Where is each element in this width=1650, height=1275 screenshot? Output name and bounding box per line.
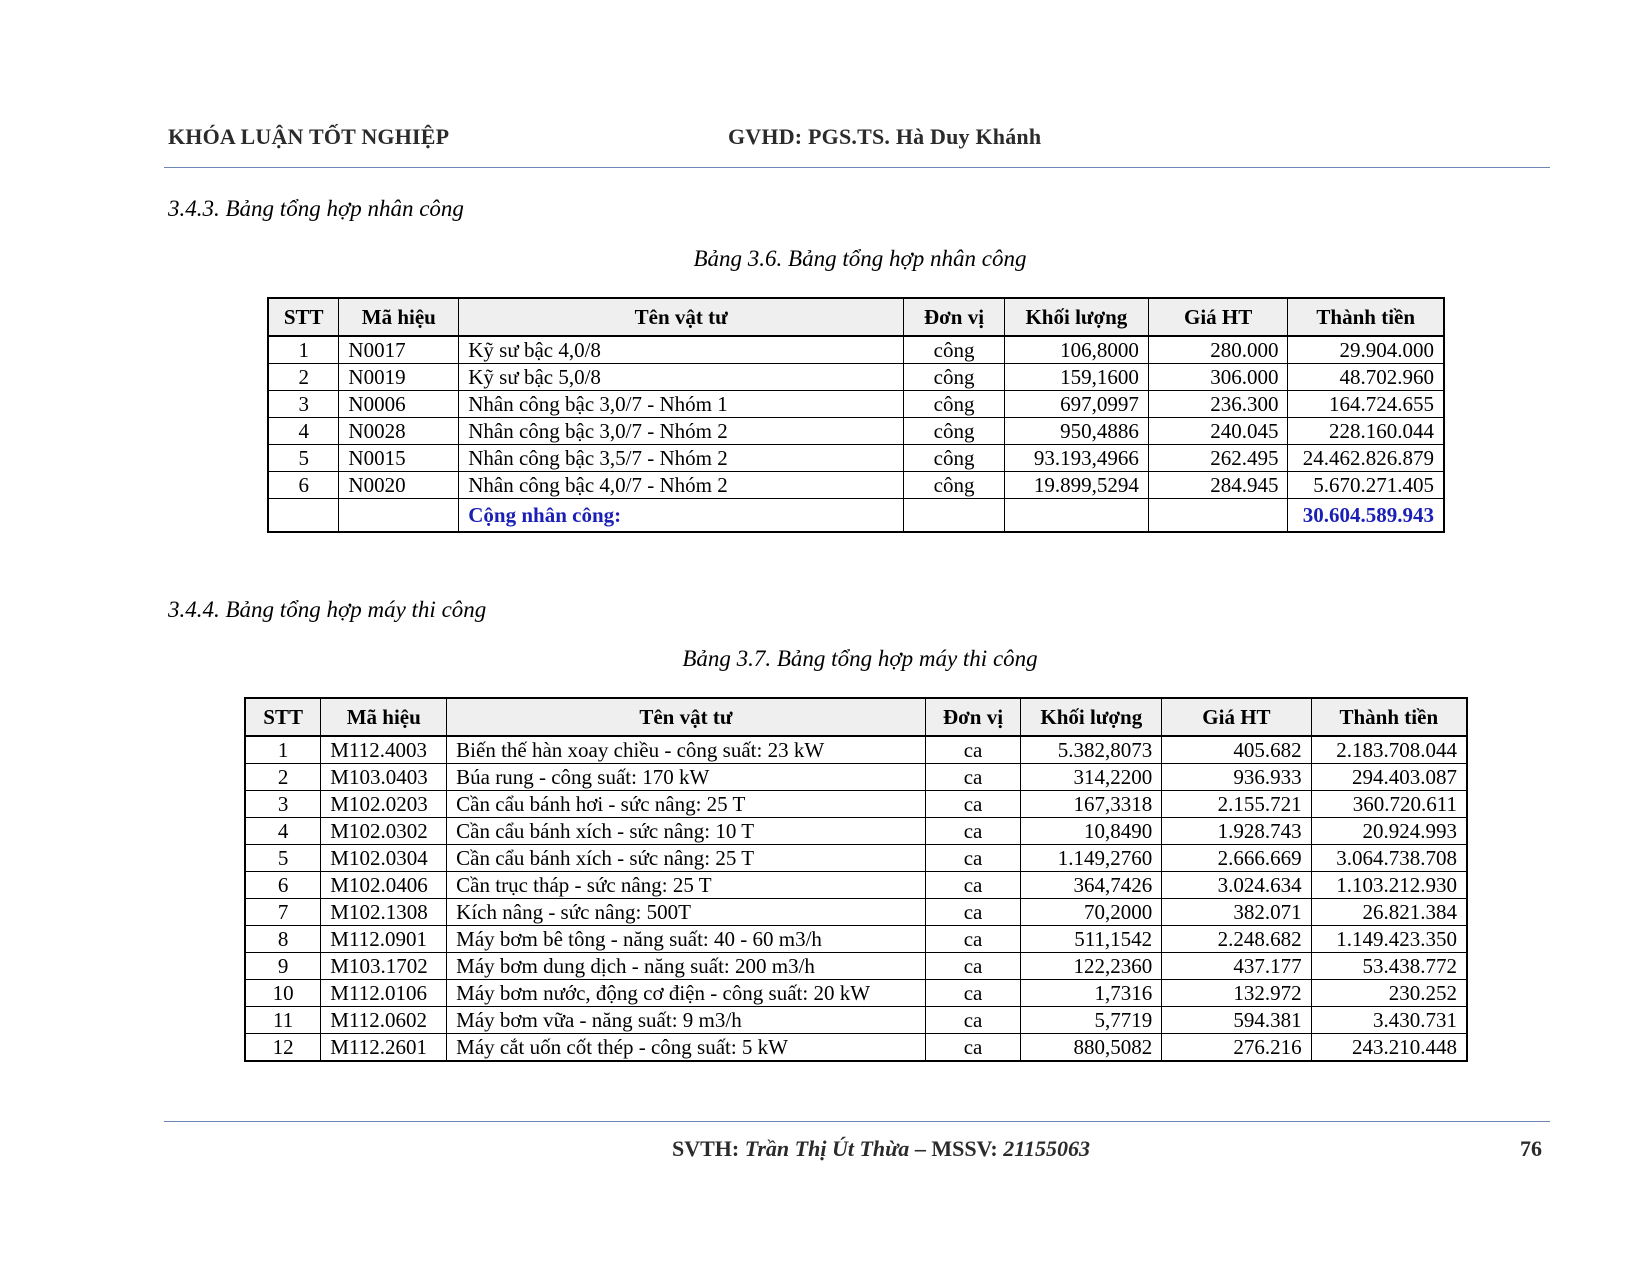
cell-stt: 2	[245, 764, 321, 791]
section-heading-labor: 3.4.3. Bảng tổng hợp nhân công	[168, 196, 464, 221]
cell-unit: công	[904, 364, 1005, 391]
table-row	[268, 336, 1444, 364]
cell-amount: 26.821.384	[1311, 899, 1467, 926]
cell-quantity: 93.193,4966	[1004, 445, 1148, 472]
table-row	[268, 445, 1444, 472]
cell-unit: công	[904, 418, 1005, 445]
cell-stt: 9	[245, 953, 321, 980]
cell-quantity: 5.382,8073	[1021, 736, 1162, 764]
cell-unit: công	[904, 472, 1005, 499]
cell-unit-price: 2.248.682	[1162, 926, 1311, 953]
table-row	[245, 899, 1467, 926]
cell-amount: 53.438.772	[1311, 953, 1467, 980]
cell-stt: 6	[245, 872, 321, 899]
machine-summary-table	[244, 697, 1468, 1062]
empty-cell	[1148, 499, 1288, 532]
student-id: 21155063	[1003, 1136, 1091, 1161]
cell-unit-price: 3.024.634	[1162, 872, 1311, 899]
header-advisor: GVHD: PGS.TS. Hà Duy Khánh	[728, 124, 1042, 149]
cell-name: Nhân công bậc 3,0/7 - Nhóm 1	[459, 391, 904, 418]
column-header-quantity: Khối lượng	[1004, 298, 1148, 336]
cell-name: Máy bơm dung dịch - năng suất: 200 m3/h	[447, 953, 925, 980]
cell-unit: ca	[925, 953, 1021, 980]
cell-quantity: 70,2000	[1021, 899, 1162, 926]
cell-unit: ca	[925, 899, 1021, 926]
cell-unit-price: 284.945	[1148, 472, 1288, 499]
cell-stt: 11	[245, 1007, 321, 1034]
cell-name: Cần trục tháp - sức nâng: 25 T	[447, 872, 925, 899]
table-row	[245, 818, 1467, 845]
cell-code: M102.1308	[321, 899, 447, 926]
footer-separator: –	[914, 1136, 926, 1161]
cell-unit-price: 936.933	[1162, 764, 1311, 791]
page-number: 76	[1520, 1136, 1542, 1161]
column-header-unit: Đơn vị	[904, 298, 1005, 336]
table-row	[245, 1034, 1467, 1062]
column-header-unit-price: Giá HT	[1148, 298, 1288, 336]
column-header-code: Mã hiệu	[339, 298, 459, 336]
column-header-unit: Đơn vị	[925, 698, 1021, 736]
cell-unit: công	[904, 445, 1005, 472]
cell-name: Nhân công bậc 3,5/7 - Nhóm 2	[459, 445, 904, 472]
cell-code: M102.0302	[321, 818, 447, 845]
cell-quantity: 19.899,5294	[1004, 472, 1148, 499]
empty-cell	[268, 499, 339, 532]
table-row	[245, 926, 1467, 953]
cell-name: Cần cẩu bánh xích - sức nâng: 25 T	[447, 845, 925, 872]
column-header-quantity: Khối lượng	[1021, 698, 1162, 736]
cell-quantity: 950,4886	[1004, 418, 1148, 445]
cell-stt: 4	[245, 818, 321, 845]
cell-amount: 2.183.708.044	[1311, 736, 1467, 764]
cell-unit: ca	[925, 764, 1021, 791]
cell-amount: 20.924.993	[1311, 818, 1467, 845]
cell-name: Máy bơm bê tông - năng suất: 40 - 60 m3/h	[447, 926, 925, 953]
cell-code: N0006	[339, 391, 459, 418]
cell-quantity: 1,7316	[1021, 980, 1162, 1007]
cell-code: M112.0602	[321, 1007, 447, 1034]
cell-name: Nhân công bậc 4,0/7 - Nhóm 2	[459, 472, 904, 499]
cell-unit-price: 262.495	[1148, 445, 1288, 472]
cell-name: Kích nâng - sức nâng: 500T	[447, 899, 925, 926]
cell-quantity: 511,1542	[1021, 926, 1162, 953]
footer-divider	[164, 1121, 1550, 1122]
table-row	[245, 764, 1467, 791]
column-header-amount: Thành tiền	[1288, 298, 1444, 336]
cell-quantity: 5,7719	[1021, 1007, 1162, 1034]
cell-amount: 3.430.731	[1311, 1007, 1467, 1034]
cell-name: Cần cẩu bánh xích - sức nâng: 10 T	[447, 818, 925, 845]
cell-unit: ca	[925, 818, 1021, 845]
cell-quantity: 1.149,2760	[1021, 845, 1162, 872]
column-header-stt: STT	[245, 698, 321, 736]
cell-quantity: 697,0997	[1004, 391, 1148, 418]
cell-stt: 5	[268, 445, 339, 472]
cell-name: Kỹ sư bậc 4,0/8	[459, 336, 904, 364]
table-row	[245, 953, 1467, 980]
cell-code: M102.0304	[321, 845, 447, 872]
cell-code: M103.0403	[321, 764, 447, 791]
cell-code: N0028	[339, 418, 459, 445]
cell-unit-price: 382.071	[1162, 899, 1311, 926]
cell-stt: 3	[268, 391, 339, 418]
table-row	[245, 791, 1467, 818]
section-heading-machines: 3.4.4. Bảng tổng hợp máy thi công	[168, 597, 487, 622]
cell-quantity: 314,2200	[1021, 764, 1162, 791]
table-row	[245, 872, 1467, 899]
cell-name: Máy cắt uốn cốt thép - công suất: 5 kW	[447, 1034, 925, 1062]
total-row	[268, 499, 1444, 532]
cell-stt: 1	[268, 336, 339, 364]
cell-unit-price: 1.928.743	[1162, 818, 1311, 845]
cell-quantity: 364,7426	[1021, 872, 1162, 899]
header-thesis-title: KHÓA LUẬN TỐT NGHIỆP	[168, 124, 450, 149]
table-row	[245, 1007, 1467, 1034]
mssv-label: MSSV:	[931, 1136, 998, 1161]
cell-unit: ca	[925, 980, 1021, 1007]
cell-name: Búa rung - công suất: 170 kW	[447, 764, 925, 791]
table-row	[268, 364, 1444, 391]
cell-code: N0020	[339, 472, 459, 499]
column-header-code: Mã hiệu	[321, 698, 447, 736]
cell-stt: 5	[245, 845, 321, 872]
column-header-amount: Thành tiền	[1311, 698, 1467, 736]
cell-unit: ca	[925, 736, 1021, 764]
cell-unit: ca	[925, 1007, 1021, 1034]
cell-amount: 5.670.271.405	[1288, 472, 1444, 499]
svth-label: SVTH:	[672, 1136, 740, 1161]
cell-unit-price: 240.045	[1148, 418, 1288, 445]
table-row	[245, 736, 1467, 764]
column-header-stt: STT	[268, 298, 339, 336]
cell-name: Cần cẩu bánh hơi - sức nâng: 25 T	[447, 791, 925, 818]
cell-unit-price: 280.000	[1148, 336, 1288, 364]
cell-amount: 164.724.655	[1288, 391, 1444, 418]
cell-quantity: 159,1600	[1004, 364, 1148, 391]
cell-quantity: 106,8000	[1004, 336, 1148, 364]
cell-unit: ca	[925, 791, 1021, 818]
cell-unit-price: 236.300	[1148, 391, 1288, 418]
cell-code: N0019	[339, 364, 459, 391]
cell-name: Máy bơm nước, động cơ điện - công suất: 20 kW	[447, 980, 925, 1007]
cell-stt: 12	[245, 1034, 321, 1062]
table-row	[245, 845, 1467, 872]
column-header-unit-price: Giá HT	[1162, 698, 1311, 736]
cell-amount: 230.252	[1311, 980, 1467, 1007]
table-header-row	[245, 698, 1467, 736]
cell-code: N0017	[339, 336, 459, 364]
column-header-name: Tên vật tư	[447, 698, 925, 736]
cell-amount: 294.403.087	[1311, 764, 1467, 791]
total-amount: 30.604.589.943	[1288, 499, 1444, 532]
table-caption-machines: Bảng 3.7. Bảng tổng hợp máy thi công	[682, 646, 1038, 671]
cell-code: M112.0901	[321, 926, 447, 953]
empty-cell	[339, 499, 459, 532]
cell-code: M112.0106	[321, 980, 447, 1007]
cell-stt: 1	[245, 736, 321, 764]
table-row	[268, 472, 1444, 499]
cell-quantity: 167,3318	[1021, 791, 1162, 818]
table-row	[268, 391, 1444, 418]
table-caption-labor: Bảng 3.6. Bảng tổng hợp nhân công	[693, 246, 1027, 271]
cell-code: N0015	[339, 445, 459, 472]
cell-name: Kỹ sư bậc 5,0/8	[459, 364, 904, 391]
cell-stt: 7	[245, 899, 321, 926]
empty-cell	[1004, 499, 1148, 532]
cell-unit-price: 306.000	[1148, 364, 1288, 391]
cell-unit: công	[904, 391, 1005, 418]
cell-quantity: 122,2360	[1021, 953, 1162, 980]
cell-code: M102.0406	[321, 872, 447, 899]
cell-amount: 29.904.000	[1288, 336, 1444, 364]
column-header-name: Tên vật tư	[459, 298, 904, 336]
cell-stt: 4	[268, 418, 339, 445]
cell-name: Máy bơm vữa - năng suất: 9 m3/h	[447, 1007, 925, 1034]
header-divider	[164, 167, 1550, 168]
cell-stt: 6	[268, 472, 339, 499]
cell-code: M112.2601	[321, 1034, 447, 1062]
cell-unit: ca	[925, 926, 1021, 953]
total-label: Cộng nhân công:	[459, 499, 904, 532]
student-name: Trần Thị Út Thừa	[744, 1136, 910, 1161]
cell-amount: 360.720.611	[1311, 791, 1467, 818]
cell-quantity: 10,8490	[1021, 818, 1162, 845]
cell-stt: 8	[245, 926, 321, 953]
cell-amount: 1.149.423.350	[1311, 926, 1467, 953]
footer-student-info	[672, 1136, 1090, 1162]
cell-unit-price: 437.177	[1162, 953, 1311, 980]
cell-unit-price: 2.666.669	[1162, 845, 1311, 872]
table-row	[268, 418, 1444, 445]
cell-code: M112.4003	[321, 736, 447, 764]
cell-unit: công	[904, 336, 1005, 364]
cell-unit: ca	[925, 1034, 1021, 1062]
cell-amount: 3.064.738.708	[1311, 845, 1467, 872]
cell-amount: 1.103.212.930	[1311, 872, 1467, 899]
cell-code: M102.0203	[321, 791, 447, 818]
cell-quantity: 880,5082	[1021, 1034, 1162, 1062]
cell-name: Nhân công bậc 3,0/7 - Nhóm 2	[459, 418, 904, 445]
empty-cell	[904, 499, 1005, 532]
labor-summary-table	[267, 297, 1445, 533]
cell-code: M103.1702	[321, 953, 447, 980]
cell-unit: ca	[925, 845, 1021, 872]
cell-stt: 10	[245, 980, 321, 1007]
cell-unit-price: 405.682	[1162, 736, 1311, 764]
cell-amount: 24.462.826.879	[1288, 445, 1444, 472]
table-row	[245, 980, 1467, 1007]
cell-amount: 243.210.448	[1311, 1034, 1467, 1062]
cell-unit-price: 132.972	[1162, 980, 1311, 1007]
cell-stt: 3	[245, 791, 321, 818]
cell-name: Biến thế hàn xoay chiều - công suất: 23 kW	[447, 736, 925, 764]
cell-unit-price: 2.155.721	[1162, 791, 1311, 818]
cell-amount: 48.702.960	[1288, 364, 1444, 391]
cell-amount: 228.160.044	[1288, 418, 1444, 445]
cell-unit: ca	[925, 872, 1021, 899]
cell-stt: 2	[268, 364, 339, 391]
cell-unit-price: 594.381	[1162, 1007, 1311, 1034]
cell-unit-price: 276.216	[1162, 1034, 1311, 1062]
table-header-row	[268, 298, 1444, 336]
